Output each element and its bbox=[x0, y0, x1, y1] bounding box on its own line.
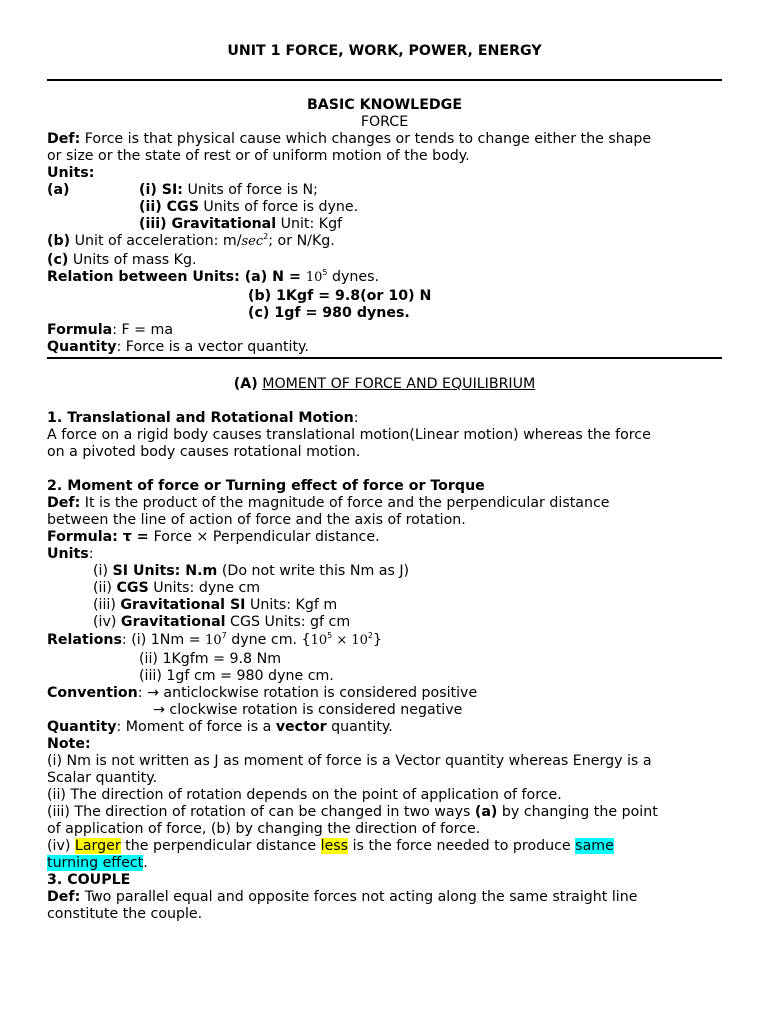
note-3a: (iii) The direction of rotation of can be changed in two ways (a) by changing the point bbox=[47, 804, 658, 820]
note-4a: (iv) Larger the perpendicular distance less is the force needed to produce same bbox=[47, 838, 614, 854]
heading-moment-of-force: 2. Moment of force or Turning effect of force or Torque bbox=[47, 478, 485, 494]
convention-2: → clockwise rotation is considered negative bbox=[153, 702, 463, 718]
note-1b: Scalar quantity. bbox=[47, 770, 158, 786]
relation-between-units: Relation between Units: (a) $N = 10^5$ dynes. bbox=[47, 268, 379, 285]
heading-translational-rotational: 1. Translational and Rotational Motion: bbox=[47, 410, 359, 426]
torque-relations-1: Relations: (i) $1Nm = 10^7$ dyne cm. $\{10^5 \times 10^2\}$ bbox=[47, 631, 383, 648]
unit-gravitational: (iii) Gravitational Unit: Kgf bbox=[139, 216, 343, 232]
force-definition-line-1: Def: Force is that physical cause which changes or tends to change either the shape bbox=[47, 131, 652, 147]
highlight-less: less bbox=[320, 838, 349, 854]
note-label: Note: bbox=[47, 736, 91, 752]
force-formula: Formula: F = ma bbox=[47, 322, 174, 338]
highlight-turning-effect: turning effect bbox=[47, 855, 144, 871]
torque-unit-si: (i) SI Units: N.m (Do not write this Nm as J) bbox=[93, 563, 410, 579]
force-heading: FORCE bbox=[360, 114, 409, 130]
relation-c: (c) 1gf = 980 dynes. bbox=[248, 305, 410, 321]
unit-mass: (c) Units of mass Kg. bbox=[47, 252, 197, 268]
torque-unit-grav-si: (iii) Gravitational SI Units: Kgf m bbox=[93, 597, 338, 613]
section-divider bbox=[47, 357, 722, 359]
force-quantity: Quantity: Force is a vector quantity. bbox=[47, 339, 309, 355]
torque-unit-cgs: (ii) CGS Units: dyne cm bbox=[93, 580, 261, 596]
document-title: UNIT 1 FORCE, WORK, POWER, ENERGY bbox=[227, 43, 542, 59]
note-4b: turning effect. bbox=[47, 855, 148, 871]
convention-1: Convention: → anticlockwise rotation is considered positive bbox=[47, 685, 478, 701]
def-label: Def: bbox=[47, 131, 81, 147]
torque-definition-1: Def: It is the product of the magnitude of force and the perpendicular distance bbox=[47, 495, 610, 511]
couple-definition-2: constitute the couple. bbox=[47, 906, 203, 922]
note-2: (ii) The direction of rotation depends on the point of application of force. bbox=[47, 787, 562, 803]
torque-formula: Formula: τ = Force × Perpendicular distance. bbox=[47, 529, 380, 545]
translational-text-1: A force on a rigid body causes translational motion(Linear motion) whereas the force bbox=[47, 427, 651, 443]
unit-si: (i) SI: Units of force is N; bbox=[139, 182, 318, 198]
highlight-larger: Larger bbox=[74, 838, 121, 854]
force-definition-line-2: or size or the state of rest or of uniform motion of the body. bbox=[47, 148, 470, 164]
note-1a: (i) Nm is not written as J as moment of force is a Vector quantity whereas Energy is a bbox=[47, 753, 652, 769]
unit-acceleration: (b) Unit of acceleration: $m/\sec^2$; or N/Kg. bbox=[47, 232, 335, 249]
torque-definition-2: between the line of action of force and the axis of rotation. bbox=[47, 512, 466, 528]
couple-definition-1: Def: Two parallel equal and opposite forces not acting along the same straight line bbox=[47, 889, 638, 905]
torque-units-label: Units: bbox=[47, 546, 94, 562]
torque-quantity: Quantity: Moment of force is a vector quantity. bbox=[47, 719, 393, 735]
highlight-same: same bbox=[575, 838, 614, 854]
section-a-heading: (A) MOMENT OF FORCE AND EQUILIBRIUM bbox=[233, 376, 536, 392]
basic-knowledge-heading: BASIC KNOWLEDGE bbox=[306, 97, 463, 113]
torque-relations-2: (ii) 1Kgfm = 9.8 Nm bbox=[139, 651, 282, 667]
torque-relations-3: (iii) 1gf cm = 980 dyne cm. bbox=[139, 668, 334, 684]
torque-unit-grav-cgs: (iv) Gravitational CGS Units: gf cm bbox=[93, 614, 351, 630]
note-3b: of application of force, (b) by changing the direction of force. bbox=[47, 821, 481, 837]
units-label: Units: bbox=[47, 165, 95, 181]
unit-cgs: (ii) CGS Units of force is dyne. bbox=[139, 199, 359, 215]
units-a-label: (a) bbox=[47, 182, 70, 198]
relation-b: (b) 1Kgf = 9.8(or 10) N bbox=[248, 288, 432, 304]
translational-text-2: on a pivoted body causes rotational motion. bbox=[47, 444, 361, 460]
heading-couple: 3. COUPLE bbox=[47, 872, 131, 888]
title-divider bbox=[47, 79, 722, 81]
